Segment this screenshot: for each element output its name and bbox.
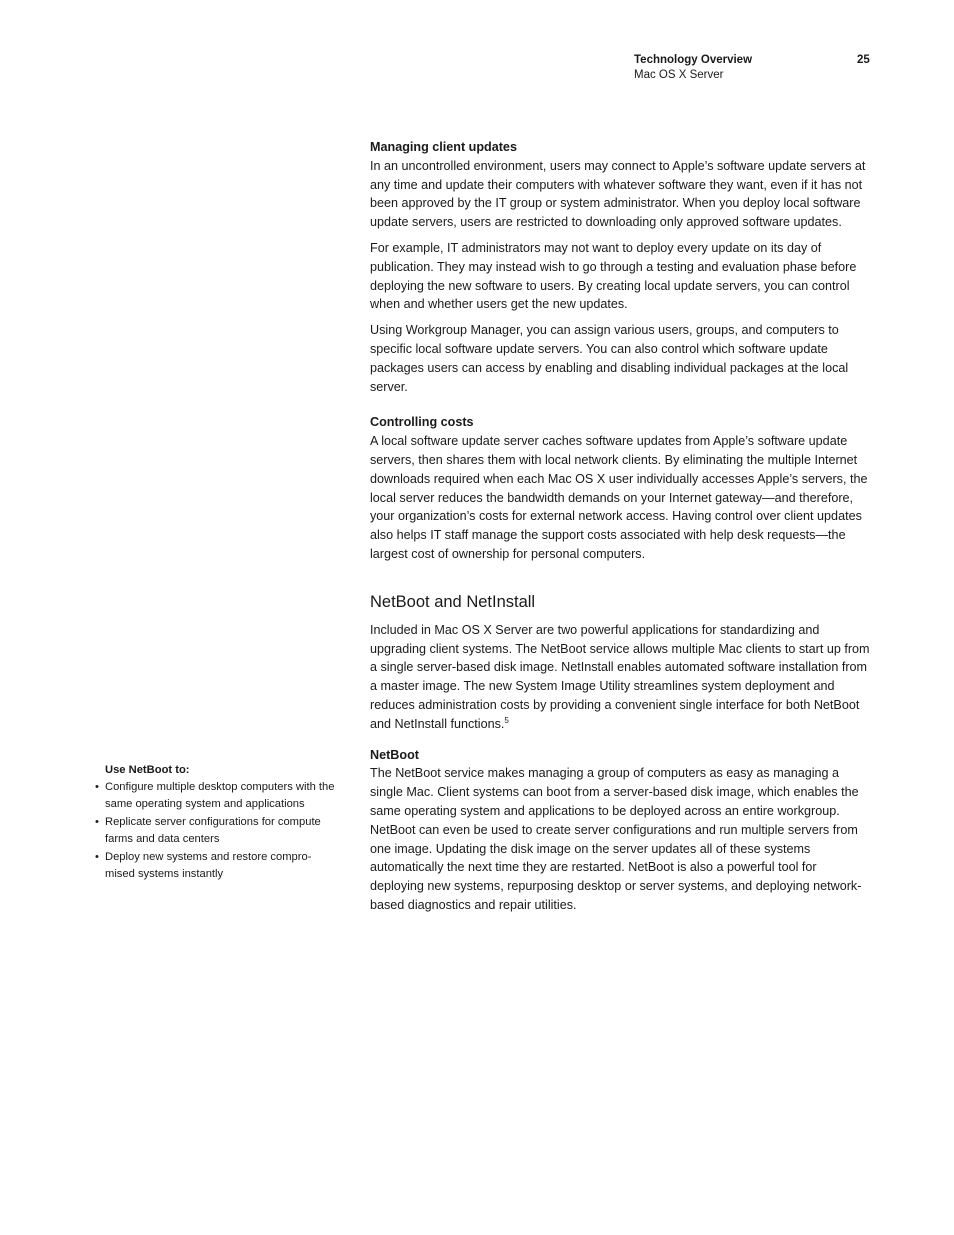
- paragraph-text: Included in Mac OS X Server are two powerful applications for standardizing and upgrading client systems. The NetBoot service allows multiple Mac clients to start up from a single server-based disk image. NetInstall enables automated software installation from a master image. The new System Image Utility streamlines system deployment and reduces administration costs by providing a convenient single interface for both NetBoot and NetInstall functions.: [370, 622, 870, 731]
- subheading-managing-client-updates: Managing client updates: [370, 140, 517, 154]
- sidebar-netboot-uses: [93, 762, 338, 884]
- list-item-text: Deploy new systems and restore compro-mised systems instantly: [105, 851, 312, 880]
- sidebar-list: [93, 779, 338, 883]
- subheading-netboot: NetBoot: [370, 747, 419, 762]
- paragraph: In an uncontrolled environment, users may connect to Apple’s software update servers at any time and update their computers with whatever software they want, even if it has not been approved by the IT group or system administrator. When you deploy local software update servers, users are restricted to downloading only approved software updates.: [370, 158, 866, 230]
- paragraph: The NetBoot service makes managing a group of computers as easy as managing a single Mac. Client systems can boot from a server-based disk image, which enables the same operating system and applications to be deployed across an entire workgroup. NetBoot can even be used to create server configurations and run multiple servers from one image. Updating the disk image on the server updates all of these systems automatically the next time they are restarted. NetBoot is also a powerful tool for deploying new systems, repurposing desktop or server systems, and deploying network-based diagnostics and repair utilities.: [370, 766, 862, 912]
- list-item: [93, 779, 338, 813]
- paragraph-netboot-netinstall: [370, 621, 870, 734]
- section-title-netboot-netinstall: NetBoot and NetInstall: [370, 592, 536, 611]
- list-item-text: Replicate server configurations for compute farms and data centers: [105, 816, 321, 845]
- page-header: [634, 53, 874, 83]
- bullet-marker: •: [95, 781, 99, 793]
- page-number: 25: [857, 54, 870, 66]
- paragraph: A local software update server caches software updates from Apple’s software update servers, then shares them with local network clients. By eliminating the multiple Internet downloads required when each Mac OS X user individually accesses Apple’s servers, the local server reduces the bandwidth demands on your Internet gateway—and therefore, your organization’s costs for external network access. Having control over client updates also helps IT staff manage the support costs associated with help desk requests—the largest cost of ownership for personal computers.: [370, 434, 868, 561]
- section-netboot: [370, 746, 870, 915]
- bullet-marker: •: [95, 851, 99, 863]
- paragraph: For example, IT administrators may not want to deploy every update on its day of publication. They may instead wish to go through a testing and evaluation phase before deploying the new software to users. By creating local update servers, you can control when and whether users get the new updates.: [370, 240, 857, 312]
- header-subtitle: Mac OS X Server: [634, 69, 724, 81]
- main-content: [370, 138, 870, 932]
- sidebar-title: Use NetBoot to:: [105, 764, 190, 776]
- section-managing-client-updates: [370, 138, 870, 396]
- footnote-marker: 5: [504, 715, 509, 725]
- list-item-text: Configure multiple desktop computers with the same operating system and applications: [105, 781, 335, 810]
- bullet-marker: •: [95, 816, 99, 828]
- header-title: Technology Overview: [634, 54, 753, 66]
- paragraph: Using Workgroup Manager, you can assign various users, groups, and computers to specific local software update servers. You can also control which software update packages users can access by enabling and disabling individual packages at the local server.: [370, 323, 849, 394]
- section-controlling-costs: [370, 413, 870, 563]
- list-item: [93, 814, 338, 848]
- subheading-controlling-costs: Controlling costs: [370, 415, 474, 430]
- list-item: [93, 849, 338, 883]
